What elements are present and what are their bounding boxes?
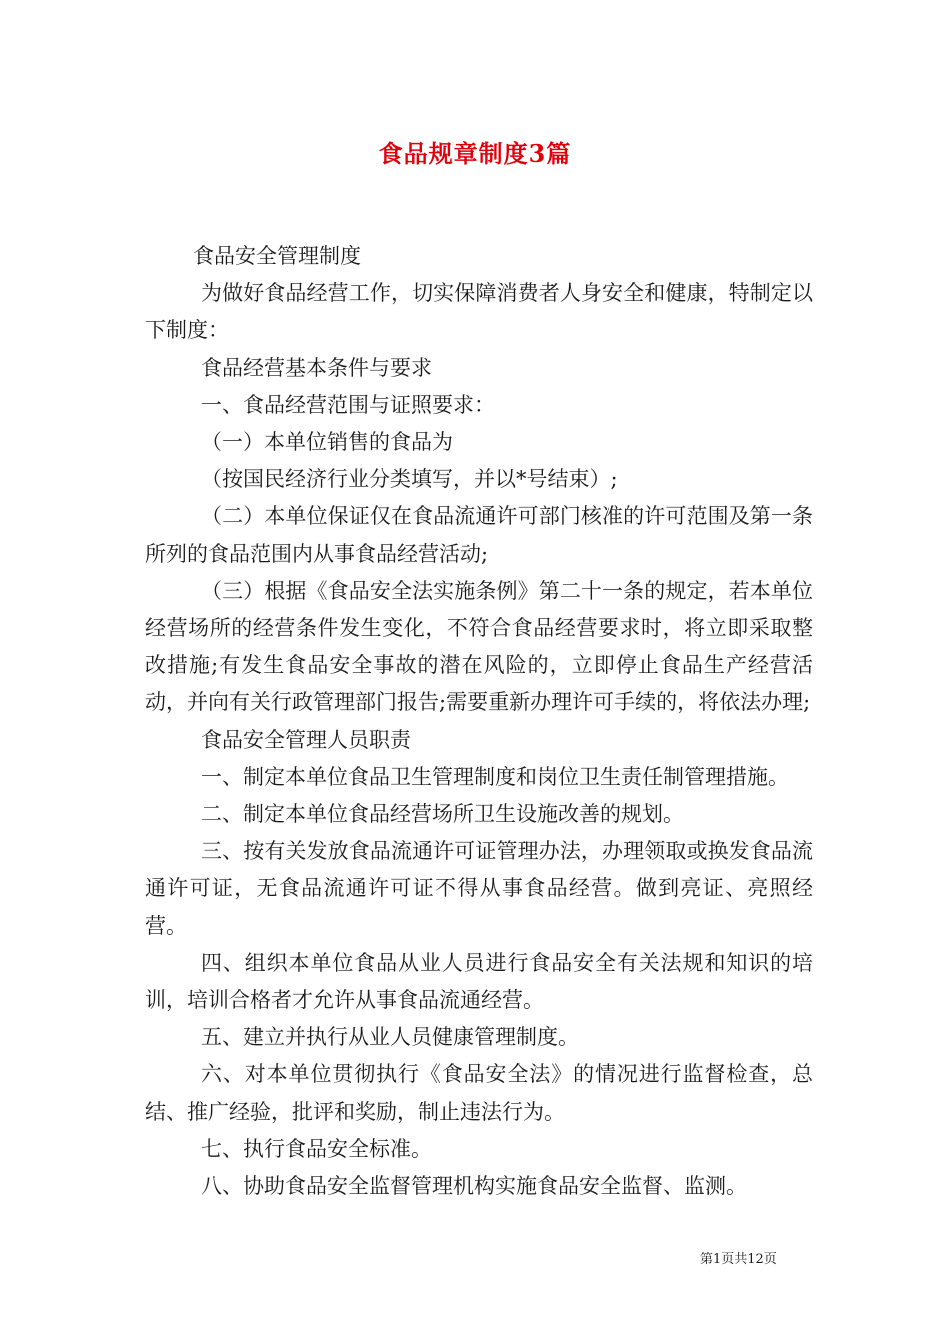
document-body xyxy=(145,238,813,1205)
section-heading: 食品安全管理人员职责 xyxy=(201,727,411,752)
paragraph: （一）本单位销售的食品为 xyxy=(201,430,453,455)
list-item: 六、对本单位贯彻执行《食品安全法》的情况进行监督检查，总结、推广经验，批评和奖励，制止违法行为。 xyxy=(145,1062,813,1124)
page-footer: 第1页共12页 xyxy=(700,1252,777,1267)
paragraph: 一、食品经营范围与证照要求： xyxy=(201,392,495,417)
section-heading: 食品经营基本条件与要求 xyxy=(201,355,432,380)
list-item: 五、建立并执行从业人员健康管理制度。 xyxy=(201,1025,579,1050)
list-item: 七、执行食品安全标准。 xyxy=(201,1136,432,1161)
list-item: 八、协助食品安全监督管理机构实施食品安全监督、监测。 xyxy=(201,1174,747,1199)
paragraph: （二）本单位保证仅在食品流通许可部门核准的许可范围及第一条所列的食品范围内从事食品经营活动; xyxy=(145,504,813,566)
section-heading: 食品安全管理制度 xyxy=(193,244,361,268)
paragraph: （三）根据《食品安全法实施条例》第二十一条的规定，若本单位经营场所的经营条件发生变化，不符合食品经营要求时，将立即采取整改措施;有发生食品安全事故的潜在风险的，立即停止食品生产经营活动，并向有关行政管理部门报告;需要重新办理许可手续的，将依法办理; xyxy=(145,578,813,715)
list-item: 三、按有关发放食品流通许可证管理办法，办理领取或换发食品流通许可证，无食品流通许可证不得从事食品经营。做到亮证、亮照经营。 xyxy=(145,839,813,938)
list-item: 二、制定本单位食品经营场所卫生设施改善的规划。 xyxy=(201,802,684,827)
list-item: 一、制定本单位食品卫生管理制度和岗位卫生责任制管理措施。 xyxy=(201,764,789,789)
paragraph: （按国民经济行业分类填写，并以*号结束）; xyxy=(201,467,618,492)
list-item: 四、组织本单位食品从业人员进行食品安全有关法规和知识的培训，培训合格者才允许从事食品流通经营。 xyxy=(145,950,813,1013)
document-title: 食品规章制度3篇 xyxy=(378,139,572,168)
paragraph: 为做好食品经营工作，切实保障消费者人身安全和健康，特制定以下制度： xyxy=(145,281,813,343)
